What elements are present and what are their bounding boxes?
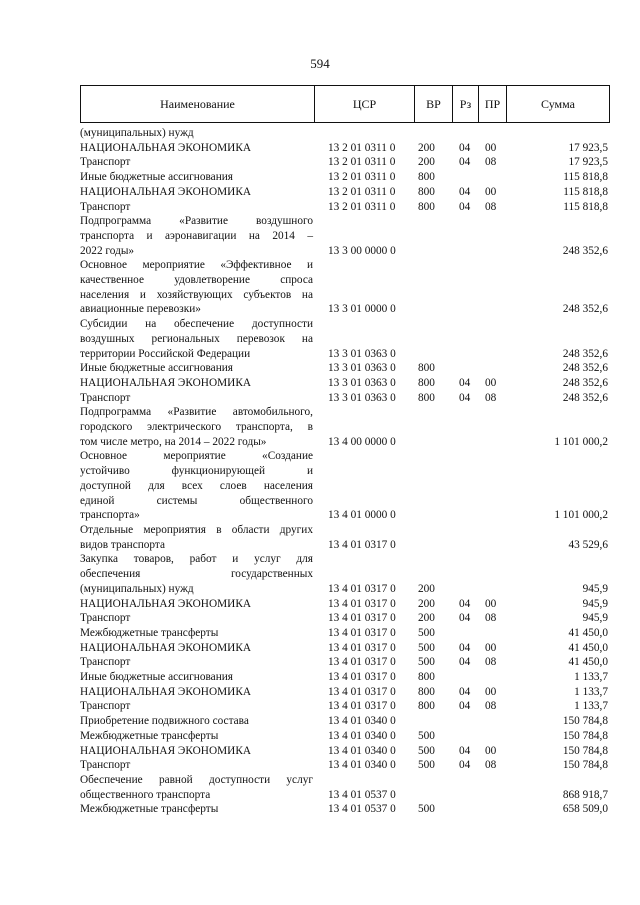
- row-pr: 08: [485, 759, 497, 772]
- table-row: [80, 597, 610, 612]
- row-vr: 500: [418, 744, 435, 757]
- row-pr: 08: [485, 612, 497, 625]
- row-name-line: Отдельные мероприятия в области других: [80, 523, 313, 536]
- row-csr: 13 4 01 0317 0: [328, 685, 396, 698]
- row-sum: 868 918,7: [562, 788, 608, 801]
- table-row: [80, 214, 610, 258]
- row-name: [80, 376, 313, 391]
- row-sum: 41 450,0: [568, 626, 608, 639]
- row-sum: 150 784,8: [562, 729, 608, 742]
- row-pr: 00: [485, 141, 497, 154]
- row-name-line: Субсидии на обеспечение доступности: [80, 318, 313, 331]
- row-sum: 945,9: [582, 582, 608, 595]
- row-name-line: территории Российской Федерации: [80, 347, 251, 360]
- row-csr: 13 3 00 0000 0: [328, 244, 396, 257]
- row-name: [80, 655, 313, 670]
- row-name-line: НАЦИОНАЛЬНАЯ ЭКОНОМИКА: [80, 185, 252, 198]
- row-name: [80, 626, 313, 641]
- table-row: [80, 670, 610, 685]
- row-csr: 13 3 01 0363 0: [328, 376, 396, 389]
- budget-table-body: [80, 126, 610, 817]
- row-csr: 13 4 01 0317 0: [328, 626, 396, 639]
- row-rz: 04: [459, 141, 471, 154]
- row-name: [80, 523, 313, 552]
- row-vr: 200: [418, 582, 435, 595]
- row-vr: 200: [418, 597, 435, 610]
- row-sum: 43 529,6: [568, 538, 608, 551]
- table-row: [80, 141, 610, 156]
- row-rz: 04: [459, 656, 471, 669]
- row-pr: 00: [485, 376, 497, 389]
- table-row: [80, 699, 610, 714]
- row-rz: 04: [459, 700, 471, 713]
- row-csr: 13 4 01 0317 0: [328, 641, 396, 654]
- table-row: [80, 626, 610, 641]
- table-row: [80, 611, 610, 626]
- row-csr: 13 3 01 0000 0: [328, 303, 396, 316]
- row-name-line: Основное мероприятие «Создание: [80, 450, 313, 463]
- row-sum: 150 784,8: [562, 759, 608, 772]
- row-sum: 115 818,8: [563, 171, 608, 184]
- row-rz: 04: [459, 597, 471, 610]
- row-name: [80, 214, 313, 258]
- row-name: [80, 361, 313, 376]
- row-name: [80, 714, 313, 729]
- row-pr: 08: [485, 200, 497, 213]
- row-name-line: населения и хозяйствующих субъектов на: [80, 288, 313, 301]
- row-name-line: НАЦИОНАЛЬНАЯ ЭКОНОМИКА: [80, 744, 252, 757]
- row-name-line: обеспечения государственных: [80, 568, 313, 581]
- row-name-line: Межбюджетные трансферты: [80, 803, 219, 816]
- table-row: [80, 155, 610, 170]
- row-sum: 658 509,0: [562, 803, 608, 816]
- row-sum: 1 101 000,2: [554, 509, 608, 522]
- row-name: [80, 670, 313, 685]
- row-name-line: НАЦИОНАЛЬНАЯ ЭКОНОМИКА: [80, 141, 252, 154]
- row-name-line: НАЦИОНАЛЬНАЯ ЭКОНОМИКА: [80, 685, 252, 698]
- row-csr: 13 4 01 0537 0: [328, 803, 396, 816]
- row-csr: 13 4 01 0317 0: [328, 656, 396, 669]
- table-header: [80, 85, 610, 123]
- row-vr: 800: [418, 185, 435, 198]
- row-vr: 800: [418, 700, 435, 713]
- row-pr: 00: [485, 185, 497, 198]
- row-sum: 248 352,6: [562, 244, 608, 257]
- row-sum: 115 818,8: [563, 200, 608, 213]
- table-row: [80, 655, 610, 670]
- row-csr: 13 4 00 0000 0: [328, 435, 396, 448]
- row-csr: 13 4 01 0537 0: [328, 788, 396, 801]
- row-name: [80, 317, 313, 361]
- table-row: [80, 391, 610, 406]
- row-name: [80, 170, 313, 185]
- row-sum: 41 450,0: [568, 656, 608, 669]
- row-sum: 1 133,7: [574, 671, 608, 684]
- row-name-line: (муниципальных) нужд: [80, 582, 194, 595]
- row-vr: 800: [418, 685, 435, 698]
- row-sum: 41 450,0: [568, 641, 608, 654]
- table-row: [80, 685, 610, 700]
- row-sum: 1 101 000,2: [554, 435, 608, 448]
- row-name: [80, 773, 313, 802]
- row-csr: 13 4 01 0340 0: [328, 729, 396, 742]
- row-name-line: Транспорт: [80, 759, 131, 772]
- row-name-line: Транспорт: [80, 656, 131, 669]
- row-sum: 945,9: [582, 597, 608, 610]
- row-name-line: воздушных региональных перевозок на: [80, 332, 313, 345]
- row-name-line: качественное удовлетворение спроса: [80, 274, 313, 287]
- row-name-line: Подпрограмма «Развитие автомобильного,: [80, 406, 313, 419]
- table-row: [80, 185, 610, 200]
- table-row: [80, 523, 610, 552]
- row-name-line: единой системы общественного: [80, 494, 313, 507]
- row-csr: 13 3 01 0363 0: [328, 347, 396, 360]
- row-csr: 13 4 01 0317 0: [328, 612, 396, 625]
- row-csr: 13 4 01 0340 0: [328, 715, 396, 728]
- row-rz: 04: [459, 759, 471, 772]
- row-name: [80, 729, 313, 744]
- row-sum: 248 352,6: [562, 347, 608, 360]
- row-rz: 04: [459, 200, 471, 213]
- row-sum: 248 352,6: [562, 376, 608, 389]
- table-row: [80, 773, 610, 802]
- row-name-line: Транспорт: [80, 156, 131, 169]
- row-vr: 800: [418, 362, 435, 375]
- row-name-line: транспорта»: [80, 509, 140, 522]
- row-name-line: Транспорт: [80, 700, 131, 713]
- row-vr: 500: [418, 729, 435, 742]
- row-rz: 04: [459, 685, 471, 698]
- row-sum: 248 352,6: [562, 303, 608, 316]
- row-name: [80, 597, 313, 612]
- row-name-line: Приобретение подвижного состава: [80, 715, 249, 728]
- table-row: [80, 552, 610, 596]
- table-row: [80, 126, 610, 141]
- row-rz: 04: [459, 156, 471, 169]
- row-name: [80, 744, 313, 759]
- row-vr: 500: [418, 626, 435, 639]
- table-row: [80, 729, 610, 744]
- row-sum: 17 923,5: [568, 141, 608, 154]
- table-row: [80, 714, 610, 729]
- row-pr: 08: [485, 700, 497, 713]
- row-sum: 248 352,6: [562, 362, 608, 375]
- row-rz: 04: [459, 185, 471, 198]
- row-name: [80, 802, 313, 817]
- table-row: [80, 200, 610, 215]
- row-csr: 13 4 01 0317 0: [328, 538, 396, 551]
- row-name-line: НАЦИОНАЛЬНАЯ ЭКОНОМИКА: [80, 597, 252, 610]
- header-name: Наименование: [160, 96, 235, 111]
- row-csr: 13 3 01 0363 0: [328, 391, 396, 404]
- row-sum: 945,9: [582, 612, 608, 625]
- row-name-line: Основное мероприятие «Эффективное и: [80, 259, 313, 272]
- row-sum: 248 352,6: [562, 391, 608, 404]
- row-name-line: НАЦИОНАЛЬНАЯ ЭКОНОМИКА: [80, 641, 252, 654]
- row-name-line: Межбюджетные трансферты: [80, 626, 219, 639]
- table-row: [80, 449, 610, 523]
- row-rz: 04: [459, 612, 471, 625]
- row-csr: 13 4 01 0340 0: [328, 744, 396, 757]
- row-csr: 13 2 01 0311 0: [328, 185, 396, 198]
- table-row: [80, 258, 610, 317]
- row-name: [80, 185, 313, 200]
- row-vr: 200: [418, 141, 435, 154]
- row-pr: 08: [485, 391, 497, 404]
- row-csr: 13 4 01 0317 0: [328, 671, 396, 684]
- row-name-line: Иные бюджетные ассигнования: [80, 171, 233, 184]
- table-row: [80, 361, 610, 376]
- row-name: [80, 405, 313, 449]
- row-vr: 500: [418, 759, 435, 772]
- row-name: [80, 155, 313, 170]
- row-name-line: видов транспорта: [80, 538, 166, 551]
- row-name-line: авиационные перевозки»: [80, 303, 201, 316]
- row-name-line: транспорта и аэронавигации на 2014 –: [80, 229, 313, 242]
- row-sum: 115 818,8: [563, 185, 608, 198]
- row-vr: 800: [418, 391, 435, 404]
- row-sum: 150 784,8: [562, 715, 608, 728]
- row-rz: 04: [459, 744, 471, 757]
- row-rz: 04: [459, 641, 471, 654]
- row-csr: 13 4 01 0317 0: [328, 597, 396, 610]
- row-pr: 00: [485, 685, 497, 698]
- row-vr: 500: [418, 641, 435, 654]
- row-name: [80, 141, 313, 156]
- row-vr: 800: [418, 200, 435, 213]
- table-row: [80, 641, 610, 656]
- row-name-line: том числе метро, на 2014 – 2022 годы»: [80, 435, 267, 448]
- row-name: [80, 391, 313, 406]
- row-name-line: НАЦИОНАЛЬНАЯ ЭКОНОМИКА: [80, 376, 252, 389]
- row-name: [80, 685, 313, 700]
- row-name: [80, 449, 313, 523]
- row-vr: 200: [418, 156, 435, 169]
- row-name: [80, 258, 313, 317]
- row-pr: 00: [485, 597, 497, 610]
- row-name-line: 2022 годы»: [80, 244, 135, 257]
- table-row: [80, 170, 610, 185]
- header-csr: ЦСР: [314, 86, 414, 122]
- row-csr: 13 4 01 0317 0: [328, 582, 396, 595]
- row-csr: 13 2 01 0311 0: [328, 156, 396, 169]
- row-name: [80, 699, 313, 714]
- table-row: [80, 802, 610, 817]
- row-rz: 04: [459, 391, 471, 404]
- row-pr: 08: [485, 156, 497, 169]
- row-name: [80, 552, 313, 596]
- row-name-line: Транспорт: [80, 391, 131, 404]
- row-vr: 800: [418, 376, 435, 389]
- row-sum: 150 784,8: [562, 744, 608, 757]
- header-sum: Сумма: [506, 86, 609, 122]
- row-name-line: Транспорт: [80, 612, 131, 625]
- row-name-line: устойчиво функционирующей и: [80, 465, 313, 478]
- table-row: [80, 376, 610, 391]
- row-vr: 500: [418, 656, 435, 669]
- row-rz: 04: [459, 376, 471, 389]
- row-csr: 13 2 01 0311 0: [328, 141, 396, 154]
- row-pr: 00: [485, 641, 497, 654]
- row-csr: 13 2 01 0311 0: [328, 200, 396, 213]
- row-sum: 1 133,7: [574, 700, 608, 713]
- row-sum: 1 133,7: [574, 685, 608, 698]
- row-vr: 200: [418, 612, 435, 625]
- row-pr: 00: [485, 744, 497, 757]
- page-number: 594: [310, 56, 330, 71]
- row-name-line: (муниципальных) нужд: [80, 127, 194, 139]
- header-rz: Рз: [452, 86, 478, 122]
- row-pr: 08: [485, 656, 497, 669]
- row-name: [80, 758, 313, 773]
- row-name-line: Межбюджетные трансферты: [80, 729, 219, 742]
- table-row: [80, 744, 610, 759]
- row-csr: 13 2 01 0311 0: [328, 171, 396, 184]
- table-row: [80, 317, 610, 361]
- row-name-line: Закупка товаров, работ и услуг для: [80, 553, 313, 566]
- row-name-line: доступной для всех слоев населения: [80, 479, 313, 492]
- row-csr: 13 4 01 0000 0: [328, 509, 396, 522]
- row-name: [80, 611, 313, 626]
- row-name-line: Транспорт: [80, 200, 131, 213]
- row-name-line: общественного транспорта: [80, 788, 211, 801]
- row-csr: 13 4 01 0317 0: [328, 700, 396, 713]
- table-row: [80, 758, 610, 773]
- row-name: [80, 641, 313, 656]
- row-name-line: Иные бюджетные ассигнования: [80, 671, 233, 684]
- row-name-line: Обеспечение равной доступности услуг: [80, 773, 313, 786]
- row-sum: 17 923,5: [568, 156, 608, 169]
- row-name-line: Иные бюджетные ассигнования: [80, 362, 233, 375]
- row-name: [80, 200, 313, 215]
- table-row: [80, 405, 610, 449]
- row-vr: 800: [418, 671, 435, 684]
- row-csr: 13 3 01 0363 0: [328, 362, 396, 375]
- header-pr: ПР: [478, 86, 506, 122]
- row-csr: 13 4 01 0340 0: [328, 759, 396, 772]
- row-name: [80, 126, 313, 141]
- header-vr: ВР: [414, 86, 452, 122]
- row-name-line: городского электрического транспорта, в: [80, 421, 313, 434]
- row-name-line: Подпрограмма «Развитие воздушного: [80, 215, 313, 228]
- row-vr: 500: [418, 803, 435, 816]
- row-vr: 800: [418, 171, 435, 184]
